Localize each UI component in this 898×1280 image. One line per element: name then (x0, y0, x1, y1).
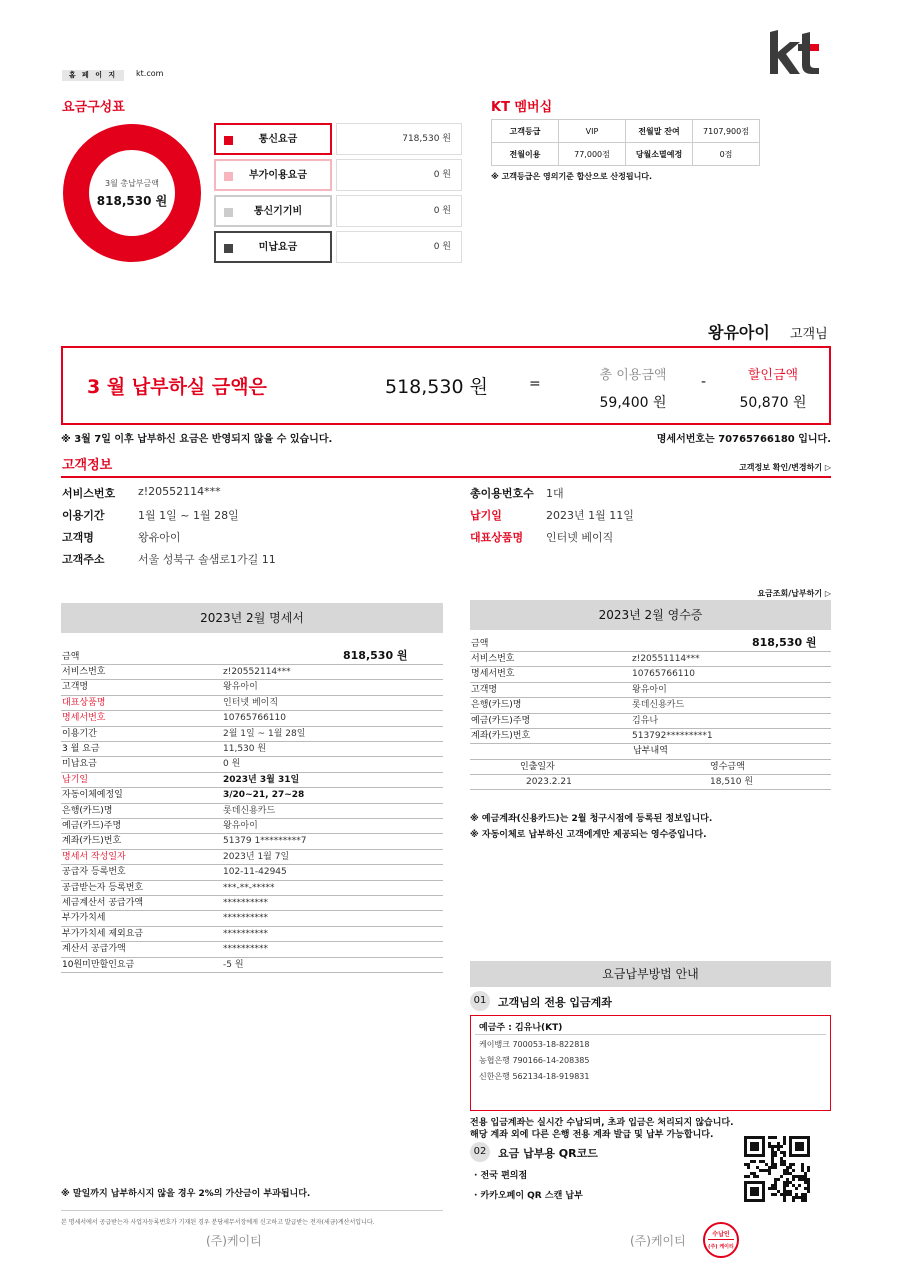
statement-row-value: 102-11-42945 (223, 867, 287, 878)
query-link[interactable]: 요금조회/납부하기 ▷ (757, 589, 831, 598)
statement-row-key: 부가가치세 (62, 913, 106, 924)
account-holder: 예금주 : 김유나(KT) (479, 1023, 563, 1033)
receipt-row (470, 698, 831, 713)
account-box (470, 1015, 831, 1111)
customer-suffix: 고객님 (790, 327, 828, 342)
statement-row (61, 850, 443, 865)
statement-amount-row: 금액 818,530 원 (61, 649, 443, 665)
homepage-tag: 홈 페 이 지 (62, 70, 124, 81)
step-title-02: 요금 납부용 QR코드 (498, 1147, 598, 1160)
statement-row-value: ***-**-***** (223, 882, 275, 893)
receipt-note-2: ※ 자동이체로 납부하신 고객에게만 제공되는 영수증입니다. (470, 830, 707, 840)
total-value: 59,400 원 (599, 395, 667, 411)
statement-panel (61, 603, 443, 975)
account-item: 케이뱅크 700053-18-822818 (479, 1040, 590, 1049)
receipt-row-value: 롯데신용카드 (632, 700, 685, 711)
statement-row (61, 727, 443, 742)
statement-row-key: 공급자 등록번호 (62, 867, 126, 878)
receipt-panel (470, 600, 831, 790)
statement-row (61, 757, 443, 772)
statement-row-key: 공급받는자 등록번호 (62, 882, 144, 893)
company-right: (주)케이티 (630, 1234, 686, 1248)
amount-headline: 3 월 납부하실 금액은 (87, 376, 267, 398)
statement-row (61, 896, 443, 911)
amount-value: 518,530 원 (385, 376, 488, 398)
info-title: 고객정보 (62, 458, 113, 473)
receipt-row-value: 10765766110 (632, 669, 695, 680)
receipt-row (470, 683, 831, 698)
statement-title: 2023년 2월 명세서 (61, 603, 443, 633)
footer-small-print: 본 명세서에서 공급받는자 사업자등록번호가 기재된 경우 분당세무서장에게 신고하고 발급받는 전자(세금)계산서입니다. (61, 1219, 375, 1226)
statement-row-key: 3 월 요금 (62, 744, 100, 754)
account-desc-2: 해당 계좌 외에 다른 은행 전용 계좌 발급 및 납부 가능합니다. (470, 1130, 714, 1140)
discount-label: 할인금액 (747, 368, 799, 383)
statement-row (61, 773, 443, 788)
composition-title: 요금구성표 (62, 100, 125, 115)
donut-label: 3월 총납부금액 (104, 179, 159, 188)
info-divider (61, 476, 831, 478)
qr-code-icon[interactable] (744, 1136, 810, 1202)
statement-row-value: 10765766110 (223, 713, 286, 724)
qr-option-2: · 카카오페이 QR 스캔 납부 (474, 1191, 583, 1201)
minus-sign: - (701, 374, 707, 390)
amount-box (61, 346, 831, 425)
statement-row-key: 이용기간 (62, 728, 97, 739)
legend-addon: 부가이용요금 0 원 (214, 159, 462, 191)
statement-row-value: 2023년 3월 31일 (223, 774, 300, 785)
receipt-row-key: 서비스번호 (471, 654, 515, 664)
info-row: 대표상품명 인터넷 베이직 (470, 531, 614, 544)
statement-row-key: 계산서 공급가액 (62, 944, 126, 955)
statement-row-key: 은행(카드)명 (62, 805, 113, 816)
statement-row-value: 0 원 (223, 759, 241, 770)
statement-row-key: 10원미만할인요금 (62, 959, 135, 970)
receipt-title: 2023년 2월 영수증 (470, 600, 831, 630)
account-item: 농협은행 790166-14-208385 (479, 1056, 590, 1065)
customer-name: 왕유아이 (708, 323, 770, 342)
step-badge-02: 02 (470, 1142, 490, 1162)
legend-unpaid: 미납요금 0 원 (214, 231, 462, 263)
statement-row-value: 왕유아이 (223, 821, 258, 831)
statement-row (61, 696, 443, 711)
receipt-row-key: 예금(카드)주명 (471, 715, 531, 726)
membership-note: ※ 고객등급은 영의기준 합산으로 산정됩니다. (491, 172, 653, 181)
info-row: 납기일 2023년 1월 11일 (470, 509, 634, 522)
receipt-row-key: 명세서번호 (471, 669, 515, 680)
account-desc-1: 전용 입금계좌는 실시간 수납되며, 초과 입금은 처리되지 않습니다. (470, 1118, 734, 1128)
statement-row-value: 51379 1*********7 (223, 836, 307, 847)
statement-row-value: -5 원 (223, 959, 244, 970)
account-item: 신한은행 562134-18-919831 (479, 1072, 590, 1081)
payment-title: 요금납부방법 안내 (470, 961, 831, 987)
receipt-row (470, 652, 831, 667)
receipt-amount-row: 금액 818,530 원 (470, 636, 831, 652)
statement-row-key: 계좌(카드)번호 (62, 836, 122, 847)
statement-row (61, 881, 443, 896)
receipt-row-key: 은행(카드)명 (471, 700, 522, 711)
receipt-row-key: 고객명 (471, 684, 498, 695)
homepage-url[interactable]: kt.com (136, 69, 164, 78)
legend-device: 통신기기비 0 원 (214, 195, 462, 227)
statement-row-key: 예금(카드)주명 (62, 821, 122, 831)
statement-row (61, 865, 443, 880)
info-row: 고객명 왕유아이 (62, 531, 181, 544)
late-notice: ※ 말일까지 납부하시지 않을 경우 2%의 가산금이 부과됩니다. (61, 1189, 311, 1199)
statement-row-key: 자동이체예정일 (62, 790, 123, 801)
receipt-row-key: 계좌(카드)번호 (471, 731, 531, 741)
statement-row-value: 2월 1일 ~ 1월 28일 (223, 728, 306, 739)
statement-row (61, 958, 443, 973)
statement-row (61, 711, 443, 726)
statement-row (61, 680, 443, 695)
statement-row-value: ********** (223, 944, 268, 955)
info-row: 고객주소 서울 성북구 솔샘로1가길 11 (62, 553, 276, 566)
membership-table: 고객등급 VIP 전월말 잔여 7107,900점 전월이용 77,000점 당월소멸예정 0점 (491, 119, 760, 166)
account-divider (475, 1034, 826, 1035)
statement-row (61, 665, 443, 680)
statement-row-value: 2023년 1월 7일 (223, 851, 290, 862)
statement-row-value: ********** (223, 913, 268, 924)
step-title-01: 고객님의 전용 입금계좌 (498, 996, 612, 1009)
statement-row-value: 인터넷 베이직 (223, 697, 279, 708)
statement-row (61, 804, 443, 819)
statement-row (61, 788, 443, 803)
statement-row (61, 834, 443, 849)
receipt-row (470, 714, 831, 729)
payment-history-cols: 인출일자 영수금액 (470, 760, 831, 775)
statement-row-key: 명세서 작성일자 (62, 851, 126, 862)
receipt-note-1: ※ 예금계좌(신용카드)는 2월 청구시점에 등록된 정보입니다. (470, 814, 713, 824)
notice-left: ※ 3월 7일 이후 납부하신 요금은 반영되지 않을 수 있습니다. (61, 434, 333, 445)
info-row: 총이용번호수 1대 (470, 487, 564, 500)
statement-row-key: 세금계산서 공급가액 (62, 898, 144, 908)
company-left: (주)케이티 (206, 1234, 262, 1248)
receipt-row (470, 667, 831, 682)
seal-stamp-icon: 수납인 (주) 케이티 (703, 1222, 739, 1258)
step-badge-01: 01 (470, 991, 490, 1011)
membership-title: KT 멤버십 (491, 100, 553, 115)
receipt-row-value: z!20551114*** (632, 654, 700, 664)
statement-row-value: 롯데신용카드 (223, 805, 276, 816)
statement-row-value: z!20552114*** (223, 667, 291, 677)
statement-row (61, 927, 443, 942)
receipt-row-value: 513792*********1 (632, 731, 713, 741)
statement-row-value: ********** (223, 928, 268, 939)
statement-row-key: 미납요금 (62, 759, 97, 770)
donut-amount: 818,530 원 (96, 194, 168, 208)
statement-row-key: 명세서번호 (62, 713, 106, 724)
qr-option-1: · 전국 편의점 (474, 1171, 528, 1181)
payment-history-row: 2023.2.21 18,510 원 (470, 775, 831, 790)
receipt-row-value: 김유나 (632, 715, 659, 726)
statement-row (61, 942, 443, 957)
info-row: 이용기간 1월 1일 ~ 1월 28일 (62, 509, 239, 522)
statement-row-value: 11,530 원 (223, 744, 267, 754)
receipt-row-value: 왕유아이 (632, 684, 667, 695)
statement-row (61, 819, 443, 834)
info-row: 서비스번호 z!20552114*** (62, 485, 221, 500)
statement-row-key: 부가가치세 제외요금 (62, 928, 144, 939)
statement-row-key: 납기일 (62, 774, 89, 785)
notice-right: 명세서번호는 70765766180 입니다. (656, 434, 831, 445)
legend-telecom: 통신요금 718,530 원 (214, 123, 462, 155)
statement-row-key: 고객명 (62, 682, 89, 693)
receipt-row (470, 729, 831, 744)
total-label: 총 이용금액 (599, 368, 667, 383)
equals-sign: = (529, 376, 541, 392)
payment-history-header: 납부내역 (470, 744, 831, 760)
statement-row (61, 911, 443, 926)
statement-row-value: 3/20~21, 27~28 (223, 790, 305, 801)
statement-row-key: 서비스번호 (62, 667, 106, 677)
statement-row-value: 왕유아이 (223, 682, 258, 693)
statement-row-key: 대표상품명 (62, 697, 106, 708)
kt-logo (766, 30, 822, 81)
discount-value: 50,870 원 (739, 395, 807, 411)
info-link[interactable]: 고객정보 확인/변경하기 ▷ (739, 463, 831, 472)
statement-row-value: ********** (223, 898, 268, 908)
footer-divider (61, 1210, 443, 1211)
statement-row (61, 742, 443, 757)
